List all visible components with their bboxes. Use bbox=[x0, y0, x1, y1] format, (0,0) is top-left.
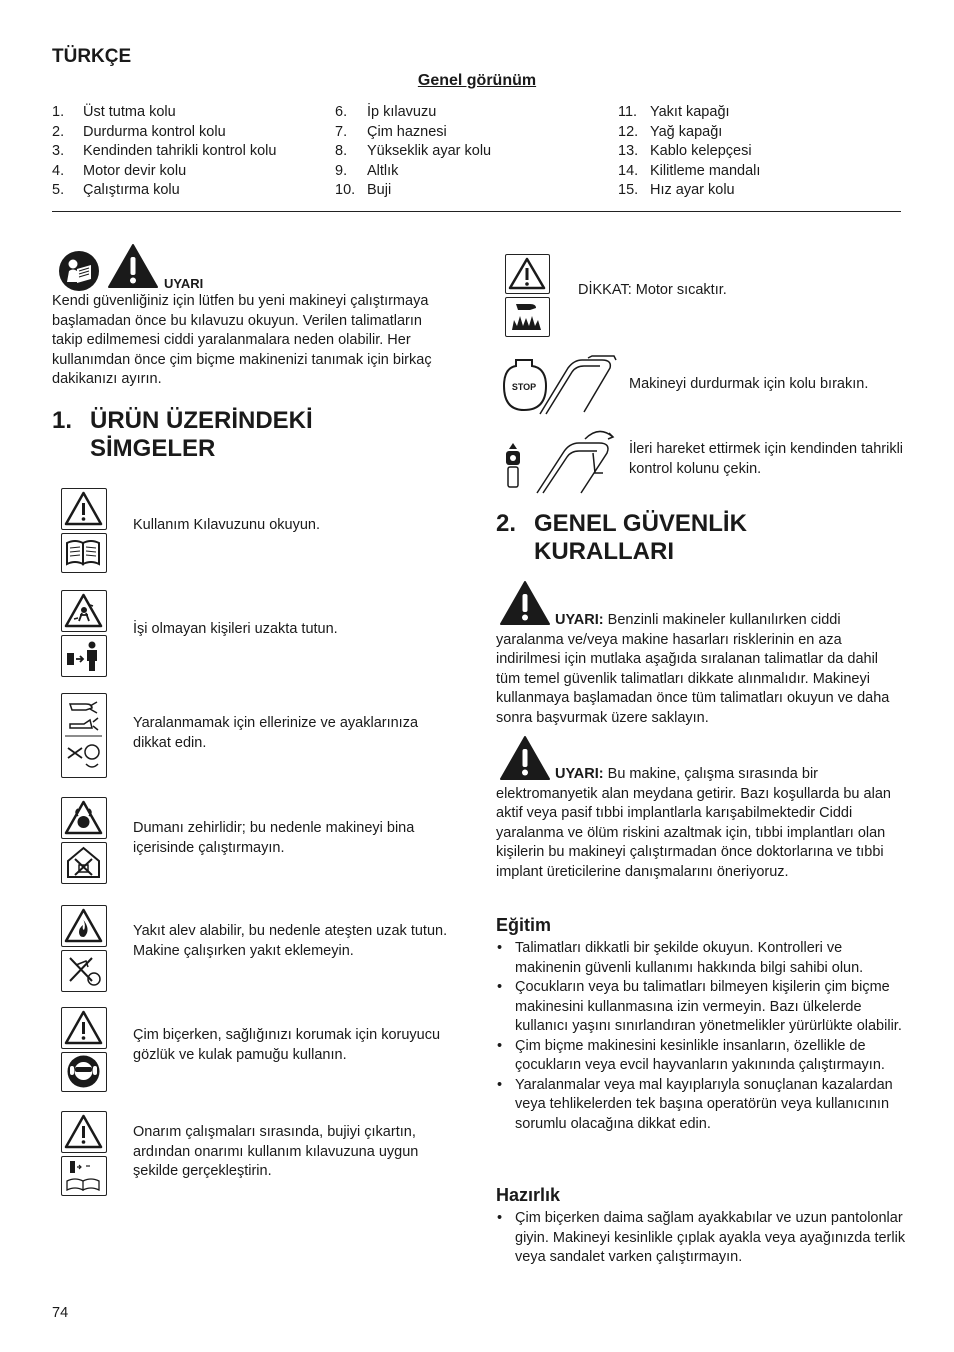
preparation-list bbox=[496, 1209, 906, 1268]
right-symbol-icons-2 bbox=[502, 354, 620, 423]
language-heading: TÜRKÇE bbox=[52, 46, 132, 67]
warning-triangle-icon bbox=[61, 1007, 107, 1049]
list-item: 10. Buji bbox=[335, 182, 392, 198]
preparation-heading: Hazırlık bbox=[496, 1185, 561, 1205]
list-item: 12. Yağ kapağı bbox=[618, 123, 723, 140]
warning1-label: UYARI: bbox=[555, 612, 604, 628]
list-item: 9. Altlık bbox=[335, 162, 399, 179]
keep-distance-person-icon bbox=[61, 635, 107, 677]
toxic-fumes-icon bbox=[61, 797, 107, 839]
handle-pull-icon bbox=[537, 431, 613, 493]
manual-book-icon bbox=[61, 533, 107, 573]
overview-title: Genel görünüm bbox=[417, 72, 537, 89]
list-item: 4. Motor devir kolu bbox=[52, 162, 187, 179]
hand-foot-blade-icon bbox=[61, 693, 107, 778]
training-heading: Eğitim bbox=[496, 915, 552, 935]
list-item: • Çim biçerken daima sağlam ayakkabılar ve uzun pantolonlar giyin. Makineyi kesinlikle çıplak ayakla veya ayağınızda terlik veya sandalet varken çalıştırmayın. bbox=[496, 1209, 906, 1268]
symbol-icons-7 bbox=[61, 1111, 107, 1196]
intro-warning-text: Kendi güvenliğiniz için lütfen bu yeni makineyi çalıştırmaya başlamadan önce bu kılavuzu okuyun. Verilen talimatların takip edilmemesi ciddi yaralanmalara neden olabilir. Her kullanımdan önce çim biçme makinenizi tanımak için birkaç dakikanızı ayırın. bbox=[52, 293, 432, 387]
list-item: 13. Kablo kelepçesi bbox=[618, 143, 752, 159]
list-item: • Çim biçme makinesini kesinlikle insanların, özellikle de çocukların veya evcil hayvanların yakınında çalıştırmayın. bbox=[496, 1037, 906, 1076]
flammable-icon bbox=[61, 905, 107, 947]
symbol-icons-3 bbox=[61, 693, 107, 778]
symbol-icons-6 bbox=[61, 1007, 107, 1092]
stop-engine-icon bbox=[504, 360, 546, 410]
symbol-text-5: Yakıt alev alabilir, bu nedenle ateşten uzak tutun. Makine çalışırken yakıt eklemeyin. bbox=[133, 923, 448, 959]
list-item: 7. Çim haznesi bbox=[335, 123, 447, 140]
symbol-text-7: Onarım çalışmaları sırasında, bujiyi çıkartın, ardından onarımı kullanım kılavuzuna uygun şekilde gerçekleştirin. bbox=[133, 1124, 419, 1179]
list-item: 11. Yakıt kapağı bbox=[618, 104, 730, 120]
warning1-text: Benzinli makineler kullanılırken ciddi yaralanma ve/veya makine hasarları risklerinin en aza indirilmesi için mutlaka aşağıda sıralanan talimatlar da dahil tüm temel güvenlik talimatları dikkate alınmalıdır. Makineyi kullanmaya başlamadan önce tüm talimatları okuyun ve daha sonra başvurmak üzere saklayın. bbox=[496, 612, 890, 726]
header-divider bbox=[52, 211, 901, 212]
no-indoor-operation-icon bbox=[61, 842, 107, 884]
list-item: 5. Çalıştırma kolu bbox=[52, 182, 180, 198]
foot-blade-icon bbox=[70, 718, 98, 730]
symbol-text-2: İşi olmayan kişileri uzakta tutun. bbox=[133, 621, 338, 637]
warning1-block bbox=[496, 611, 906, 728]
parts-list-col-2 bbox=[335, 103, 491, 201]
no-hands-feet-icon bbox=[68, 745, 99, 767]
symbol-text-3: Yaralanmamak için ellerinize ve ayaklarınıza dikkat edin. bbox=[133, 715, 419, 751]
list-item: 1. Üst tutma kolu bbox=[52, 104, 176, 120]
list-item: 14. Kilitleme mandalı bbox=[618, 162, 761, 179]
eye-ear-protection-icon bbox=[61, 1052, 107, 1092]
section2-heading: 2. GENEL GÜVENLİK KURALLARI bbox=[496, 510, 747, 565]
right-symbol-icons-1 bbox=[505, 254, 550, 337]
section1-heading: 1. ÜRÜN ÜZERİNDEKİ SİMGELER bbox=[52, 407, 313, 462]
list-item: 6. İp kılavuzu bbox=[335, 104, 437, 120]
list-item: 2. Durdurma kontrol kolu bbox=[52, 123, 226, 140]
warning2-block bbox=[496, 765, 906, 882]
symbol-text-1: Kullanım Kılavuzunu okuyun. bbox=[133, 517, 320, 533]
symbol-icons-2 bbox=[61, 590, 107, 677]
self-propel-icon bbox=[506, 443, 520, 487]
symbol-icons-5 bbox=[61, 905, 107, 992]
parts-list-col-1 bbox=[52, 103, 276, 201]
no-refuel-running-icon bbox=[61, 950, 107, 992]
list-item: • Talimatları dikkatli bir şekilde okuyun. Kontrolleri ve makinenin güvenli kullanımı hakkında bilgi sahibi olun. bbox=[496, 939, 906, 978]
right-symbol-text-3: İleri hareket ettirmek için kendinden tahrikli kontrol kolunu çekin. bbox=[629, 441, 904, 477]
right-symbol-text-2: Makineyi durdurmak için kolu bırakın. bbox=[629, 376, 869, 392]
warning-triangle-icon bbox=[505, 254, 550, 294]
svg-text:STOP: STOP bbox=[511, 382, 537, 392]
list-item: 3. Kendinden tahrikli kontrol kolu bbox=[52, 143, 277, 159]
symbol-icons-4 bbox=[61, 797, 107, 884]
right-symbol-text-1: DİKKAT: Motor sıcaktır. bbox=[578, 282, 727, 298]
warning-triangle-icon bbox=[61, 1111, 107, 1153]
symbol-icons-1 bbox=[61, 488, 107, 573]
symbol-text-4: Dumanı zehirlidir; bu nedenle makineyi bina içerisinde çalıştırmayın. bbox=[133, 820, 415, 856]
list-item: 15. Hız ayar kolu bbox=[618, 182, 735, 198]
handle-release-icon bbox=[540, 356, 616, 414]
right-symbol-icons-3 bbox=[503, 423, 623, 502]
list-item: • Çocukların veya bu talimatları bilmeyen kişilerin çim biçme makinesini kullanmasına izin vermeyin. Bazı ülkelerde kullanıcı yaşını sınırlandıran yönetmelikler yürürlükte olabilir. bbox=[496, 978, 906, 1037]
symbol-text-6: Çim biçerken, sağlığınızı korumak için koruyucu gözlük ve kulak pamuğu kullanın. bbox=[133, 1027, 441, 1063]
hand-blade-icon bbox=[70, 702, 97, 713]
warning2-label: UYARI: bbox=[555, 766, 604, 782]
training-list bbox=[496, 939, 906, 1134]
hot-surface-icon bbox=[505, 297, 550, 337]
warning2-text: Bu makine, çalışma sırasında bir elektromanyetik alan meydana getirir. Bazı koşullarda bu alan aktif veya pasif tıbbi implantlarla karışabilmektedir Ciddi yaralanma ve ölüm riskini azaltmak için, tıbbi implantları olan kişilerin bu makineyi çalıştırmadan önce doktorlarına ve tıbbi implant üreticilerine danışmalarını öneriyoruz. bbox=[496, 766, 891, 880]
intro-warning-label: UYARI bbox=[164, 276, 204, 291]
list-item: 8. Yükseklik ayar kolu bbox=[335, 143, 492, 159]
spark-plug-manual-icon bbox=[61, 1156, 107, 1196]
page-number: 74 bbox=[52, 1305, 69, 1321]
list-item: • Yaralanmalar veya mal kayıplarıyla sonuçlanan kazalardan veya tehlikelerden tek başına operatörün veya kullanıcının sorumlu olacağına dikkat edin. bbox=[496, 1076, 906, 1135]
warning-triangle-icon bbox=[107, 243, 159, 289]
parts-list-col-3 bbox=[618, 103, 760, 201]
flying-debris-icon bbox=[61, 590, 107, 632]
warning-triangle-icon bbox=[61, 488, 107, 530]
